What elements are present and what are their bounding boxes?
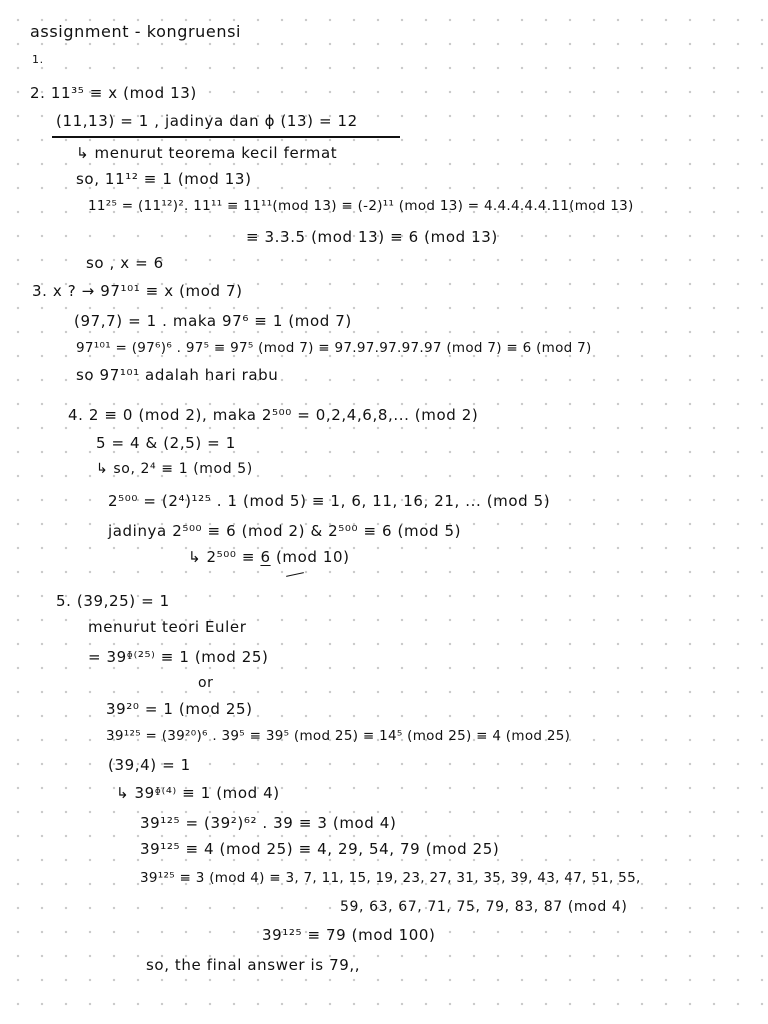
problem-5-step-6: 39¹²⁵ = (39²)⁶² . 39 ≡ 3 (mod 4)	[140, 814, 397, 832]
answer-double-underline	[286, 572, 304, 577]
problem-4-step-1: 5 = 4 & (2,5) = 1	[96, 434, 236, 452]
problem-2-statement: 2. 11³⁵ ≡ x (mod 13)	[30, 84, 197, 102]
problem-2-answer: so , x = 6	[86, 254, 164, 272]
problem-2-gcd-phi: (11,13) = 1 , jadinya dan ϕ (13) = 12	[56, 112, 358, 130]
problem-4-answer-suffix: (mod 10)	[270, 548, 350, 566]
problem-2-step-3: ≡ 3.3.5 (mod 13) ≡ 6 (mod 13)	[246, 228, 498, 246]
problem-5-final-answer: so, the final answer is 79,,	[146, 956, 361, 974]
problem-4-step-4: jadinya 2⁵⁰⁰ ≡ 6 (mod 2) & 2⁵⁰⁰ ≡ 6 (mod 5)	[108, 522, 462, 540]
problem-5-statement: 5. (39,25) = 1	[56, 592, 170, 610]
problem-5-step-8-continued: 59, 63, 67, 71, 75, 79, 83, 87 (mod 4)	[340, 899, 628, 915]
problem-5-euler-note: menurut teori Euler	[88, 618, 247, 636]
problem-5-step-2: 39²⁰ = 1 (mod 25)	[106, 700, 253, 718]
problem-5-step-9: 39¹²⁵ ≡ 79 (mod 100)	[262, 926, 436, 944]
problem-4-answer-prefix: ↳ 2⁵⁰⁰ ≡	[188, 548, 261, 566]
problem-1-number: 1.	[32, 53, 44, 66]
problem-3-step-2: 97¹⁰¹ = (97⁶)⁶ . 97⁵ ≡ 97⁵ (mod 7) ≡ 97.97.97.97.97 (mod 7) ≡ 6 (mod 7)	[76, 340, 592, 356]
problem-4-statement: 4. 2 ≡ 0 (mod 2), maka 2⁵⁰⁰ = 0,2,4,6,8,... (mod 2)	[68, 406, 479, 424]
problem-4-answer-value: 6	[260, 548, 271, 566]
problem-3-statement: 3. x ? → 97¹⁰¹ ≡ x (mod 7)	[32, 282, 243, 300]
problem-2-step-1: so, 11¹² ≡ 1 (mod 13)	[76, 170, 252, 188]
problem-3-answer: so 97¹⁰¹ adalah hari rabu	[76, 366, 279, 384]
problem-4-answer	[188, 550, 350, 565]
problem-5-step-5: ↳ 39ᶲ⁽⁴⁾ ≡ 1 (mod 4)	[116, 784, 280, 802]
problem-5-or: or	[198, 675, 214, 691]
problem-5-step-7: 39¹²⁵ ≡ 4 (mod 25) ≡ 4, 29, 54, 79 (mod 25)	[140, 840, 500, 858]
problem-4-step-2: ↳ so, 2⁴ ≡ 1 (mod 5)	[96, 461, 253, 477]
page-title: assignment - kongruensi	[30, 22, 242, 41]
problem-4-step-3: 2⁵⁰⁰ = (2⁴)¹²⁵ . 1 (mod 5) ≡ 1, 6, 11, 16, 21, ... (mod 5)	[108, 492, 551, 510]
problem-3-step-1: (97,7) = 1 . maka 97⁶ ≡ 1 (mod 7)	[74, 312, 352, 330]
divider-line	[52, 136, 400, 138]
problem-2-step-2: 11²⁵ = (11¹²)². 11¹¹ ≡ 11¹¹(mod 13) ≡ (-2)¹¹ (mod 13) = 4.4.4.4.4.11(mod 13)	[88, 198, 634, 214]
problem-2-fermat-note: ↳ menurut teorema kecil fermat	[76, 144, 338, 162]
problem-5-step-4: (39,4) = 1	[108, 756, 191, 774]
problem-5-step-1: = 39ᶲ⁽²⁵⁾ ≡ 1 (mod 25)	[88, 648, 269, 666]
problem-5-step-8: 39¹²⁵ ≡ 3 (mod 4) ≡ 3, 7, 11, 15, 19, 23, 27, 31, 35, 39, 43, 47, 51, 55,	[140, 870, 641, 886]
problem-5-step-3: 39¹²⁵ = (39²⁰)⁶ . 39⁵ ≡ 39⁵ (mod 25) ≡ 14⁵ (mod 25) ≡ 4 (mod 25)	[106, 728, 571, 744]
